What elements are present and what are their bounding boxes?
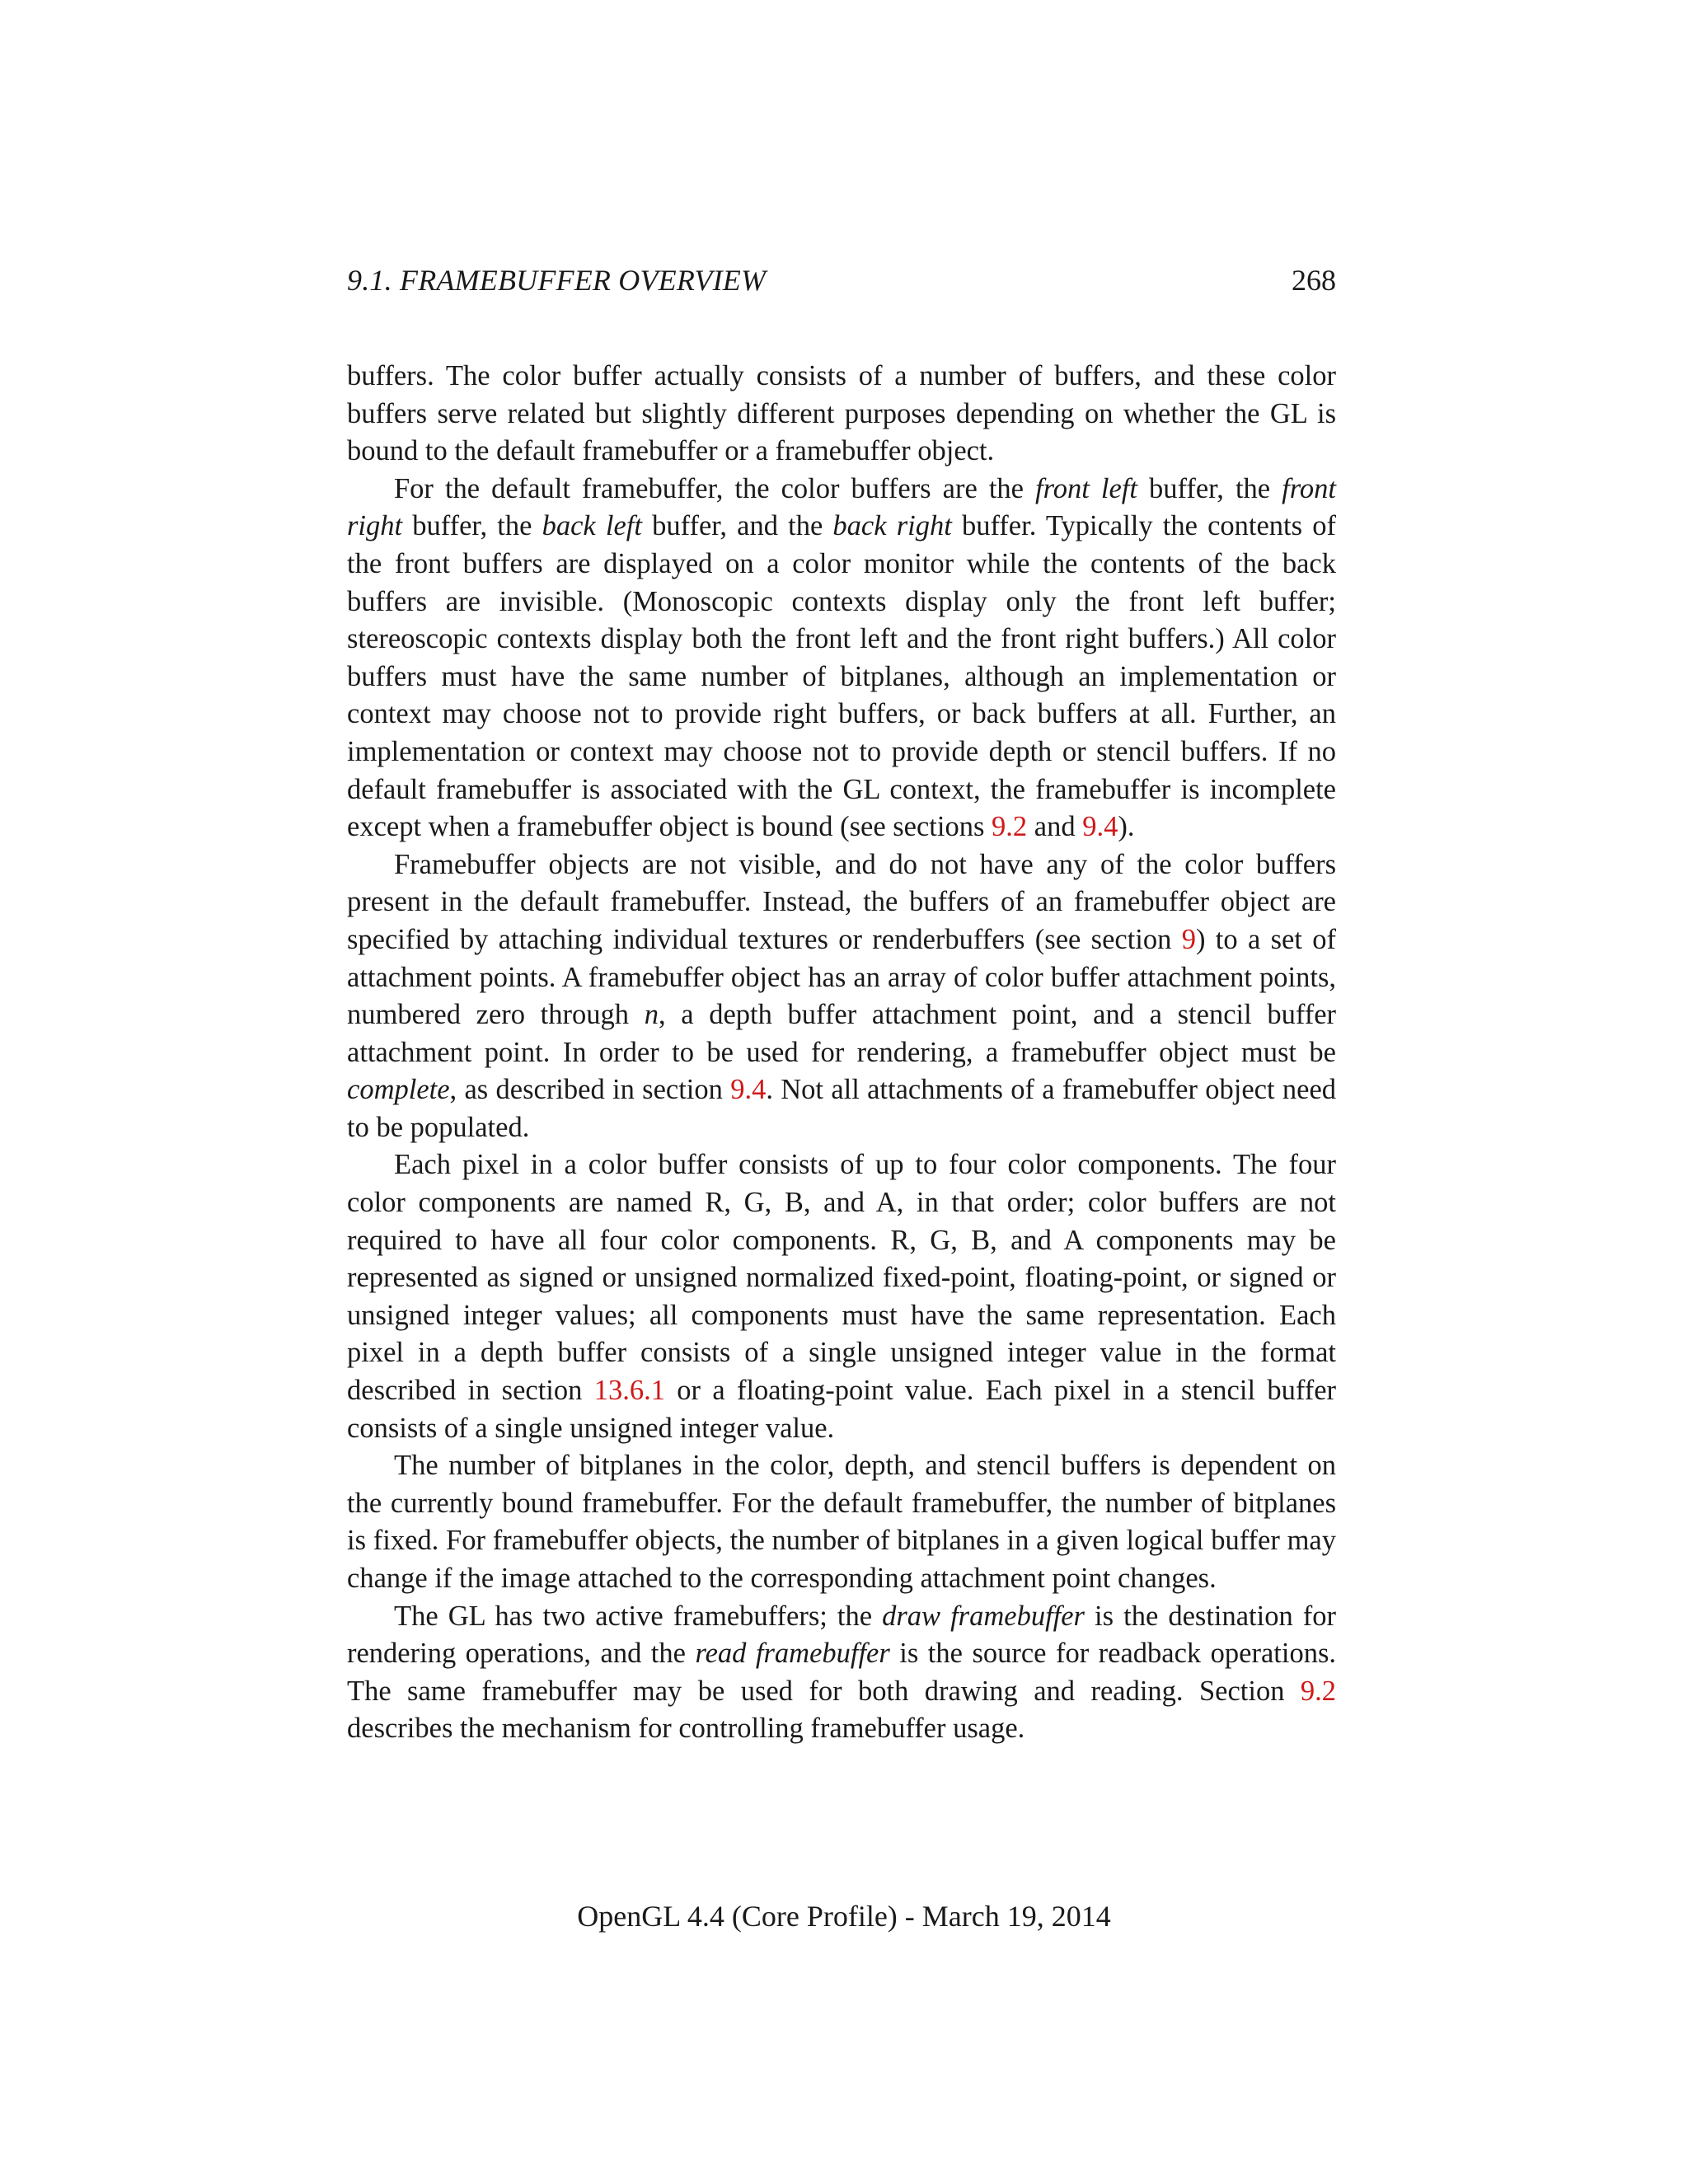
term-read-framebuffer: read framebuffer: [695, 1638, 890, 1670]
running-header: [347, 255, 1336, 305]
body-text: [347, 358, 1336, 1748]
section-link-9-4[interactable]: 9.4: [730, 1074, 767, 1106]
page-number: 268: [1292, 264, 1336, 297]
paragraph-2: For the default framebuffer, the color buffers are the front left buffer, the front right buffer, the back left buffer, and the back right buffer. Typically the contents of the front buffers are displayed on a color monitor while the contents of the back buffers are invisible. (Monoscopic contexts display only the front left buffer; stereoscopic contexts display both the front left and the front right buffers.) All color buffers must have the same number of bitplanes, although an implementation or context may choose not to provide right buffers, or back buffers at all. Further, an implementation or context may choose not to provide depth or stencil buffers. If no default framebuffer is associated with the GL context, the framebuffer is incomplete except when a framebuffer object is bound (see sections 9.2 and 9.4).: [347, 472, 1336, 843]
paragraph-4: Each pixel in a color buffer consists of up to four color components. The four color components are named R, G, B, and A, in that order; color buffers are not required to have all four color components. R, G, B, and A components may be represented as signed or unsigned normalized fixed-point, floating-point, or signed or unsigned integer values; all components must have the same representation. Each pixel in a depth buffer consists of a single unsigned integer value in the format described in section 13.6.1 or a floating-point value. Each pixel in a stencil buffer consists of a single unsigned integer value.: [347, 1149, 1336, 1444]
section-title: 9.1. FRAMEBUFFER OVERVIEW: [347, 264, 767, 297]
section-link-9-2[interactable]: 9.2: [1300, 1675, 1336, 1707]
paragraph-3: Framebuffer objects are not visible, and do not have any of the color buffers present in the default framebuffer. Instead, the buffers of an framebuffer object are specified by attaching individual textures or renderbuffers (see section 9) to a set of attachment points. A framebuffer object has an array of color buffer attachment points, numbered zero through n, a depth buffer attachment point, and a stencil buffer attachment point. In order to be used for rendering, a framebuffer object must be complete, as described in section 9.4. Not all attachments of a framebuffer object need to be populated.: [347, 848, 1337, 1143]
section-link-9-4[interactable]: 9.4: [1082, 811, 1118, 843]
paragraph-1: buffers. The color buffer actually consists of a number of buffers, and these color buffers serve related but slightly different purposes depending on whether the GL is bound to the default framebuffer or a framebuffer object.: [347, 360, 1336, 467]
page-footer: OpenGL 4.4 (Core Profile) - March 19, 2014: [577, 1900, 1111, 1933]
term-front-right: front right: [347, 472, 1336, 542]
term-complete: complete: [347, 1074, 450, 1106]
section-link-9-2[interactable]: 9.2: [992, 811, 1028, 843]
term-back-right: back right: [832, 510, 952, 542]
term-front-left: front left: [1035, 472, 1137, 504]
section-link-13-6-1[interactable]: 13.6.1: [593, 1375, 665, 1407]
paragraph-5: The number of bitplanes in the color, depth, and stencil buffers is dependent on the currently bound framebuffer. For the default framebuffer, the number of bitplanes is fixed. For framebuffer objects, the number of bitplanes in a given logical buffer may change if the image attached to the corresponding attachment point changes.: [347, 1450, 1336, 1594]
math-n: n: [644, 999, 659, 1031]
term-draw-framebuffer: draw framebuffer: [882, 1600, 1085, 1632]
paragraph-6: The GL has two active framebuffers; the draw framebuffer is the destination for rendering operations, and the read framebuffer is the source for readback operations. The same framebuffer may be used for both drawing and reading. Section 9.2 describes the mechanism for controlling framebuffer usage.: [347, 1600, 1337, 1745]
section-link-9[interactable]: 9: [1181, 923, 1196, 955]
term-back-left: back left: [542, 510, 642, 542]
